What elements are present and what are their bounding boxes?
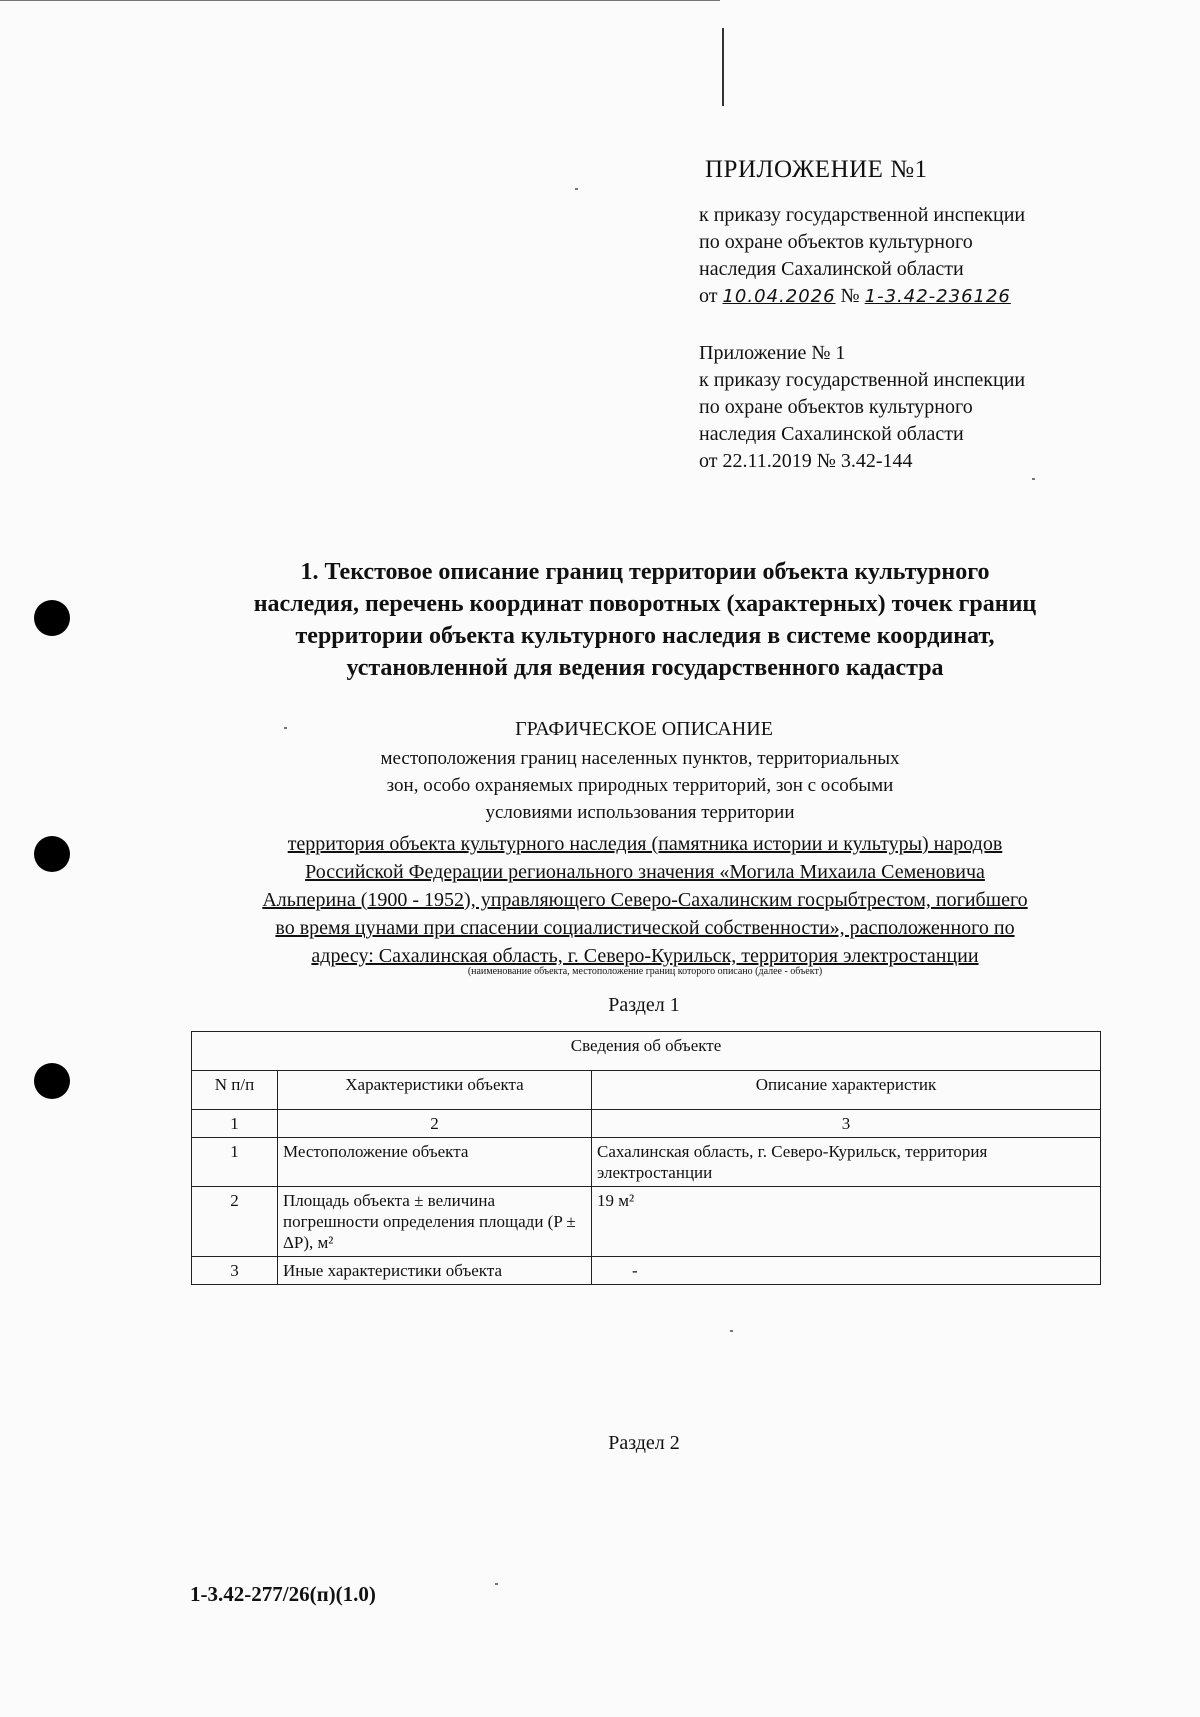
handwritten-number: 1-3.42-236126 <box>864 286 1011 307</box>
approval-line: наследия Сахалинской области <box>699 258 964 280</box>
heading-line: территории объекта культурного наследия в системе координат, <box>295 623 995 649</box>
table-cell: 19 м² <box>592 1187 1101 1257</box>
scan-speck <box>730 1330 733 1332</box>
document-number: 1-3.42-277/26(п)(1.0) <box>190 1582 376 1606</box>
handwritten-date: 10.04.2026 <box>722 286 836 307</box>
object-info-table <box>191 1031 1101 1285</box>
object-name <box>190 830 1100 970</box>
approval-line: к приказу государственной инспекции <box>699 204 1026 226</box>
table-cell: Сахалинская область, г. Северо-Курильск, территория электростанции <box>592 1138 1101 1187</box>
punch-hole-mark <box>34 1063 70 1099</box>
subtitle-line: зон, особо охраняемых природных территорий, зон с особыми <box>386 775 894 796</box>
object-name-caption: (наименование объекта, местоположение границ которого описано (далее - объект) <box>467 966 823 977</box>
table-header-cell: Описание характеристик <box>592 1071 1101 1110</box>
scan-speck <box>575 188 578 190</box>
punch-hole-mark <box>34 836 70 872</box>
table-row <box>192 1257 1101 1285</box>
table-header-cell: Характеристики объекта <box>278 1071 592 1110</box>
table-cell: 1 <box>192 1138 278 1187</box>
graphic-description-title: ГРАФИЧЕСКОЕ ОПИСАНИЕ <box>515 718 773 740</box>
subtitle-line: местоположения границ населенных пунктов, территориальных <box>380 748 900 769</box>
table-row <box>192 1187 1101 1257</box>
table-cell: 3 <box>192 1257 278 1285</box>
previous-appendix-line: по охране объектов культурного <box>699 396 973 418</box>
table-cell: Местоположение объекта <box>278 1138 592 1187</box>
scan-speck <box>495 1583 498 1585</box>
previous-appendix-line: Приложение № 1 <box>699 342 846 364</box>
heading-line: 1. Текстовое описание границ территории объекта культурного <box>300 559 990 585</box>
approval-order-block <box>699 202 1025 310</box>
table-cell: 2 <box>192 1187 278 1257</box>
appendix-title: ПРИЛОЖЕНИЕ №1 <box>705 156 928 183</box>
previous-appendix-block <box>699 340 1025 475</box>
table-caption: Сведения об объекте <box>192 1032 1101 1071</box>
object-name-line: Российской Федерации регионального значения «Могила Михаила Семеновича <box>305 861 985 883</box>
object-name-line: адресу: Сахалинская область, г. Северо-Курильск, территория электростанции <box>311 945 979 967</box>
section-1-title: Раздел 1 <box>608 994 680 1016</box>
approval-date-line <box>699 283 1025 310</box>
object-name-line: во время цунами при спасении социалистической собственности», расположенного по <box>275 917 1015 939</box>
object-name-line: Альперина (1900 - 1952), управляющего Северо-Сахалинским госрыбтрестом, погибшего <box>262 889 1028 911</box>
section-2-title: Раздел 2 <box>608 1432 680 1454</box>
table-cell: - <box>592 1257 1101 1285</box>
column-number-cell: 1 <box>192 1110 278 1138</box>
previous-appendix-line: наследия Сахалинской области <box>699 423 964 445</box>
main-heading <box>190 556 1100 684</box>
object-name-line: территория объекта культурного наследия (памятника истории и культуры) народов <box>287 833 1003 855</box>
scan-vertical-mark <box>722 28 724 106</box>
scan-speck <box>1032 478 1035 480</box>
column-number-cell: 3 <box>592 1110 1101 1138</box>
previous-appendix-line: к приказу государственной инспекции <box>699 369 1026 391</box>
column-number-cell: 2 <box>278 1110 592 1138</box>
approval-line: по охране объектов культурного <box>699 231 973 253</box>
table-header-cell: N п/п <box>192 1071 278 1110</box>
graphic-description-subtitle <box>250 745 1030 826</box>
table-cell: Площадь объекта ± величина погрешности определения площади (P ± ΔP), м² <box>278 1187 592 1257</box>
heading-line: установленной для ведения государственного кадастра <box>346 655 944 681</box>
table-cell: Иные характеристики объекта <box>278 1257 592 1285</box>
scan-edge-line <box>0 0 720 1</box>
subtitle-line: условиями использования территории <box>485 802 795 823</box>
number-prefix: № <box>840 285 860 307</box>
date-prefix: от <box>699 285 718 307</box>
heading-line: наследия, перечень координат поворотных (характерных) точек границ <box>253 591 1037 617</box>
previous-appendix-line: от 22.11.2019 № 3.42-144 <box>699 450 913 472</box>
table-row <box>192 1138 1101 1187</box>
punch-hole-mark <box>34 600 70 636</box>
